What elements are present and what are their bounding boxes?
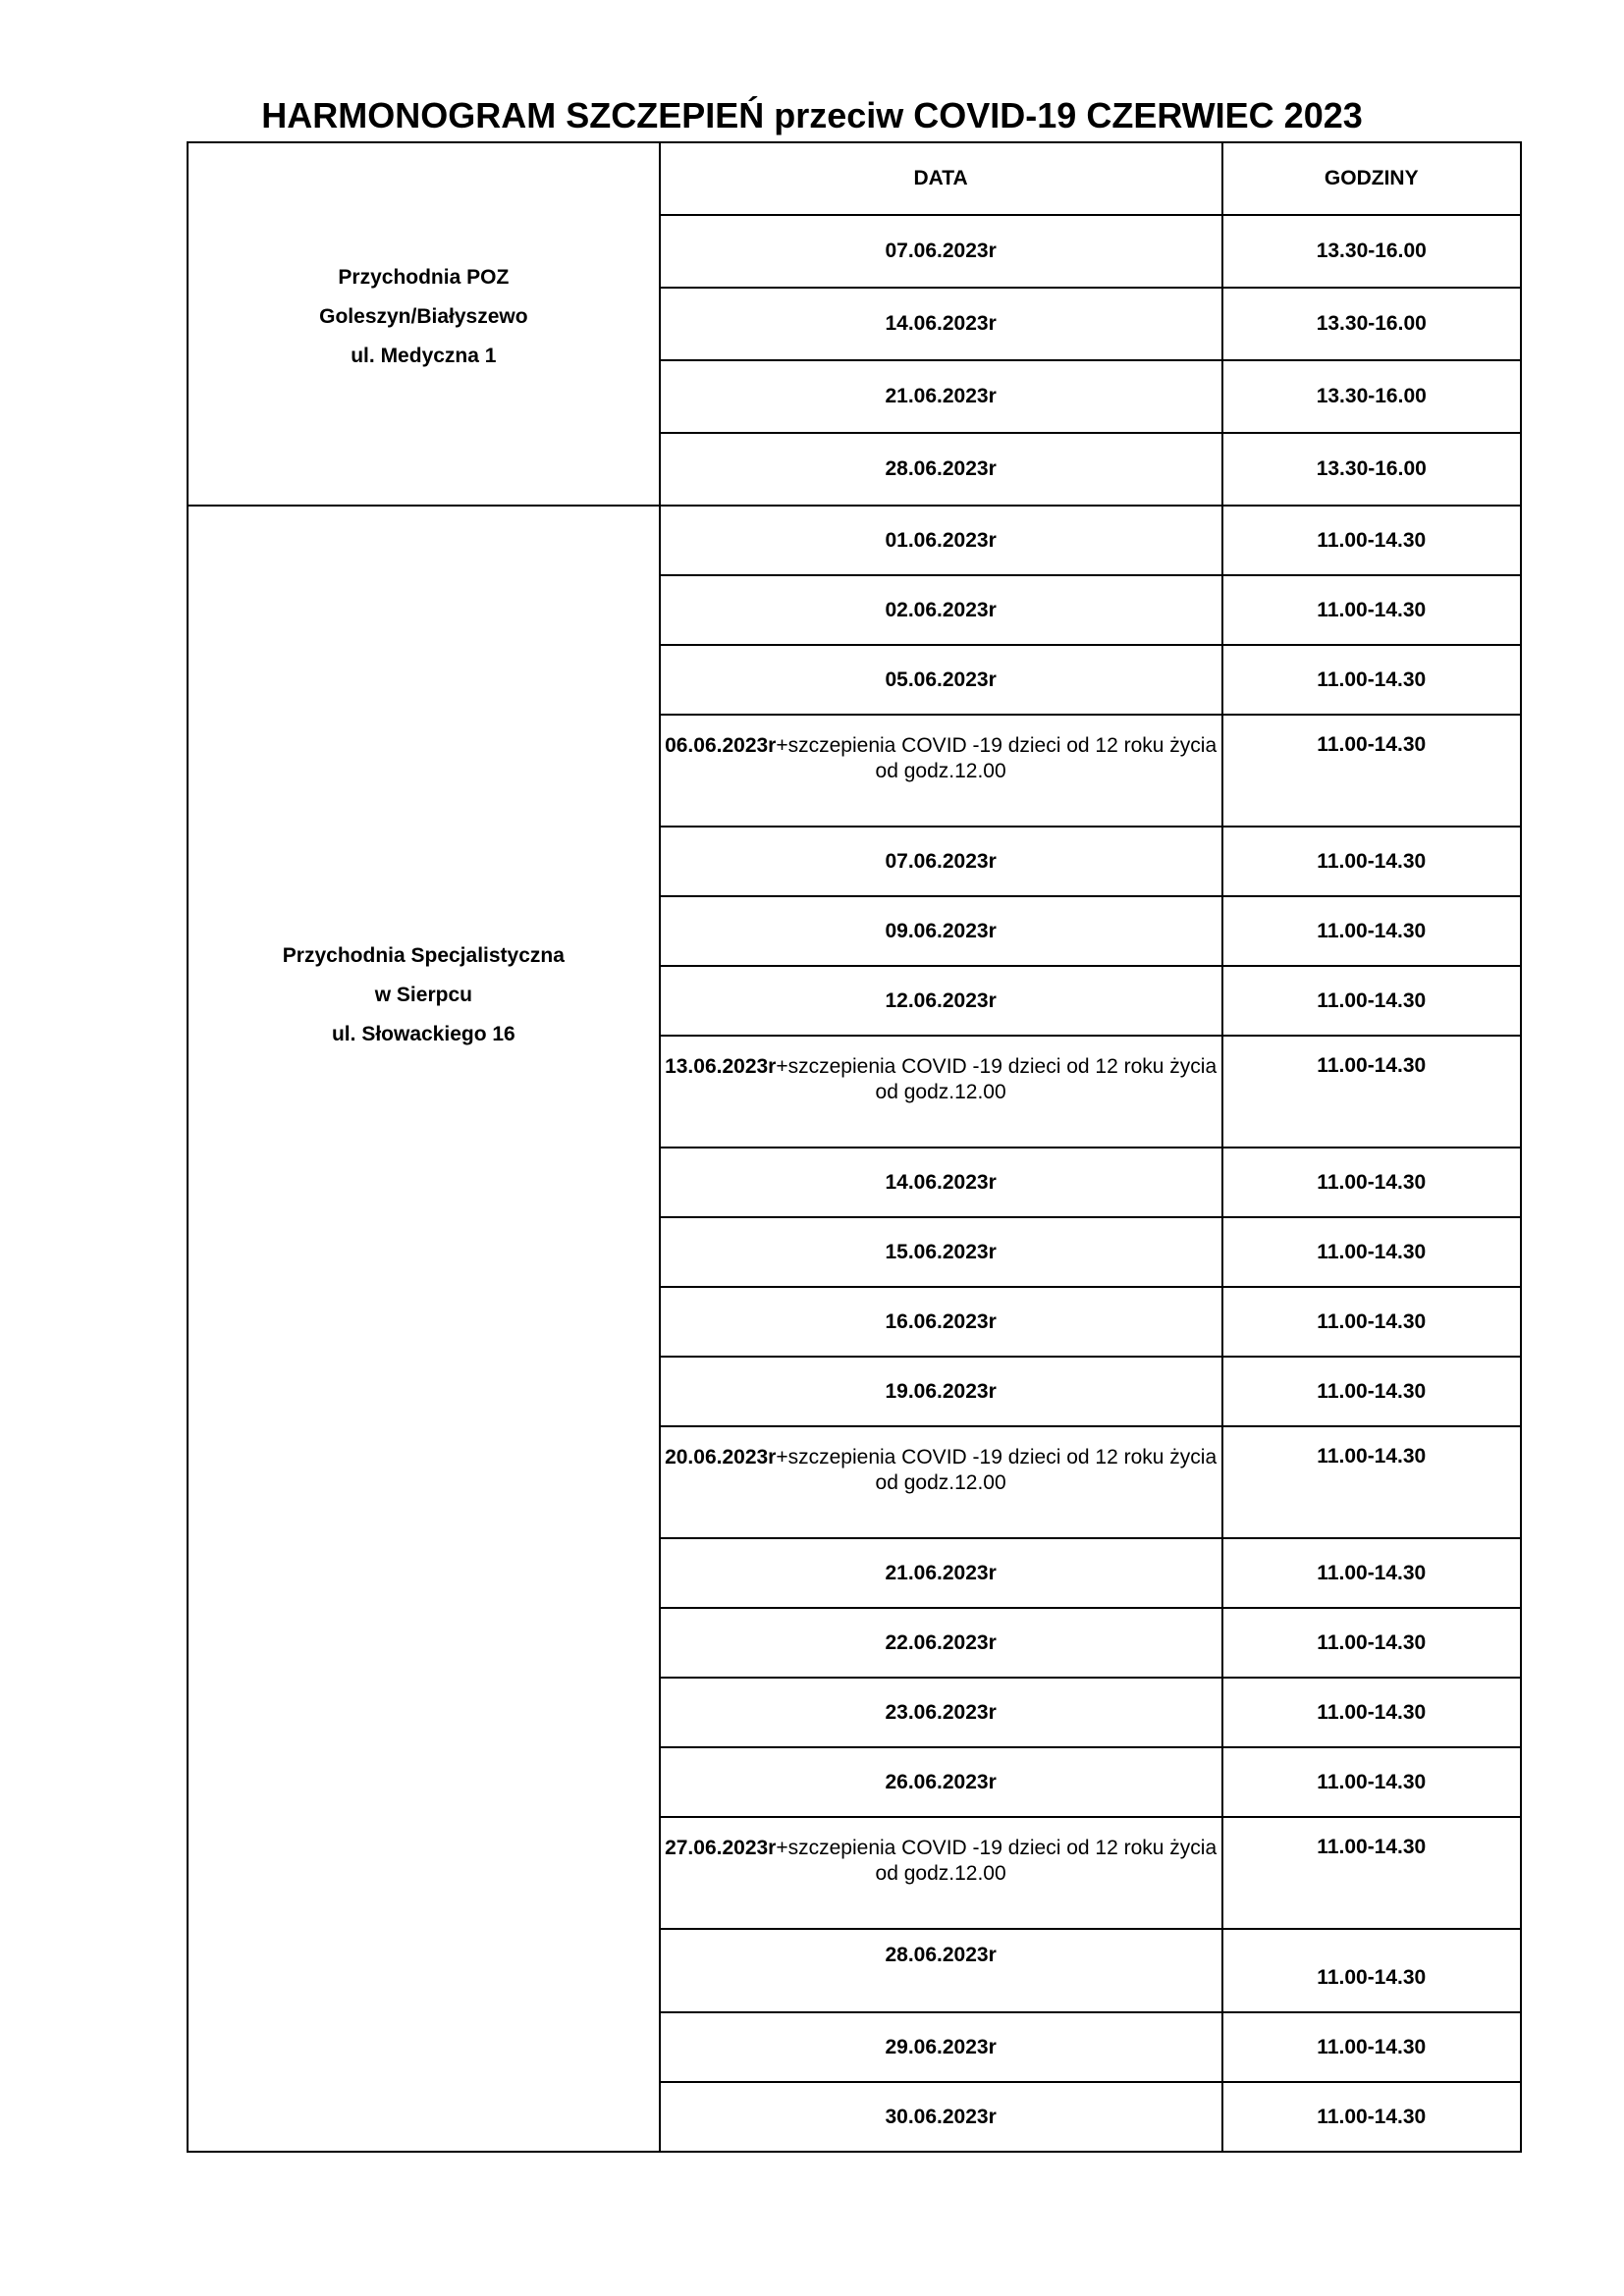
hours-cell: 11.00-14.30 (1222, 966, 1521, 1036)
hours-cell: 11.00-14.30 (1222, 1608, 1521, 1678)
date-value: 20.06.2023r (665, 1446, 777, 1468)
vaccination-note: +szczepienia COVID -19 dzieci od 12 roku życia od godz.12.00 (776, 1055, 1218, 1103)
clinic-address: ul. Słowackiego 16 (331, 1022, 515, 1045)
date-cell (660, 1817, 1222, 1929)
date-cell: 12.06.2023r (660, 966, 1222, 1036)
hours-cell: 11.00-14.30 (1222, 1678, 1521, 1747)
hours-cell: 13.30-16.00 (1222, 215, 1521, 288)
clinic-name-cell (188, 506, 660, 2152)
date-cell: 21.06.2023r (660, 1538, 1222, 1608)
date-cell: 19.06.2023r (660, 1357, 1222, 1426)
date-cell: 05.06.2023r (660, 645, 1222, 715)
date-value: 27.06.2023r (665, 1837, 777, 1859)
date-cell: 16.06.2023r (660, 1287, 1222, 1357)
hours-cell: 11.00-14.30 (1222, 1929, 1521, 2012)
hours-cell: 11.00-14.30 (1222, 1148, 1521, 1217)
vaccination-note: +szczepienia COVID -19 dzieci od 12 roku życia od godz.12.00 (776, 1837, 1218, 1885)
clinic-locality: Goleszyn/Białyszewo (319, 305, 528, 328)
clinic-locality: w Sierpcu (374, 983, 472, 1006)
date-cell: 14.06.2023r (660, 288, 1222, 360)
clinic-name: Przychodnia Specjalistyczna (282, 943, 565, 967)
date-cell: 23.06.2023r (660, 1678, 1222, 1747)
hours-cell: 11.00-14.30 (1222, 645, 1521, 715)
hours-cell: 11.00-14.30 (1222, 1426, 1521, 1538)
hours-cell: 11.00-14.30 (1222, 2082, 1521, 2152)
hours-cell: 13.30-16.00 (1222, 360, 1521, 433)
hours-cell: 11.00-14.30 (1222, 1817, 1521, 1929)
date-cell: 01.06.2023r (660, 506, 1222, 575)
date-cell: 22.06.2023r (660, 1608, 1222, 1678)
page-title: HARMONOGRAM SZCZEPIEŃ przeciw COVID-19 CZERWIEC 2023 (261, 95, 1363, 135)
date-cell: 14.06.2023r (660, 1148, 1222, 1217)
hours-cell: 11.00-14.30 (1222, 1036, 1521, 1148)
hours-cell: 11.00-14.30 (1222, 715, 1521, 827)
date-cell: 30.06.2023r (660, 2082, 1222, 2152)
date-cell: 02.06.2023r (660, 575, 1222, 645)
date-cell (660, 1036, 1222, 1148)
date-column-header: DATA (660, 142, 1222, 215)
date-cell: 07.06.2023r (660, 215, 1222, 288)
table-row (188, 506, 1521, 575)
table-header-row (188, 142, 1521, 215)
hours-cell: 11.00-14.30 (1222, 1357, 1521, 1426)
hours-cell: 11.00-14.30 (1222, 575, 1521, 645)
date-cell: 07.06.2023r (660, 827, 1222, 896)
hours-cell: 13.30-16.00 (1222, 433, 1521, 506)
date-cell: 15.06.2023r (660, 1217, 1222, 1287)
date-cell: 28.06.2023r (660, 1929, 1222, 2012)
hours-cell: 11.00-14.30 (1222, 827, 1521, 896)
hours-column-header: GODZINY (1222, 142, 1521, 215)
hours-cell: 11.00-14.30 (1222, 896, 1521, 966)
hours-cell: 11.00-14.30 (1222, 2012, 1521, 2082)
date-cell: 28.06.2023r (660, 433, 1222, 506)
hours-cell: 11.00-14.30 (1222, 506, 1521, 575)
date-cell: 09.06.2023r (660, 896, 1222, 966)
date-cell: 26.06.2023r (660, 1747, 1222, 1817)
date-cell (660, 715, 1222, 827)
hours-cell: 11.00-14.30 (1222, 1217, 1521, 1287)
hours-cell: 13.30-16.00 (1222, 288, 1521, 360)
clinic-name: Przychodnia POZ (338, 266, 510, 289)
clinic-name-cell (188, 142, 660, 506)
hours-cell: 11.00-14.30 (1222, 1287, 1521, 1357)
vaccination-note: +szczepienia COVID -19 dzieci od 12 roku życia od godz.12.00 (776, 1446, 1218, 1494)
date-value: 06.06.2023r (665, 734, 777, 757)
hours-cell: 11.00-14.30 (1222, 1747, 1521, 1817)
date-cell: 29.06.2023r (660, 2012, 1222, 2082)
schedule-table (187, 141, 1522, 2153)
clinic-address: ul. Medyczna 1 (351, 345, 497, 367)
vaccination-note: +szczepienia COVID -19 dzieci od 12 roku życia od godz.12.00 (776, 734, 1218, 782)
hours-cell: 11.00-14.30 (1222, 1538, 1521, 1608)
date-value: 13.06.2023r (665, 1055, 777, 1078)
date-cell: 21.06.2023r (660, 360, 1222, 433)
date-cell (660, 1426, 1222, 1538)
